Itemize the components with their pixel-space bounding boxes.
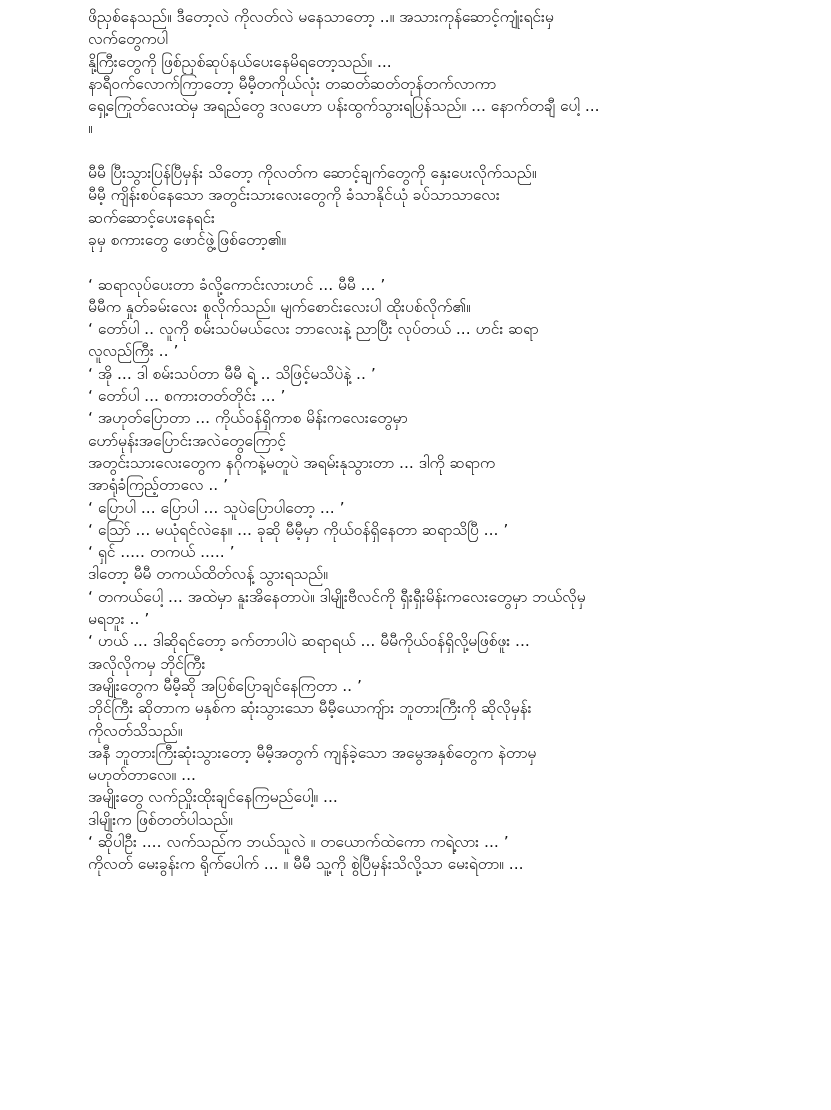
text-line: မရဘူး .. ’ bbox=[88, 610, 150, 629]
text-line: ဒါမျိုးက ဖြစ်တတ်ပါသည်။ bbox=[88, 810, 233, 829]
text-line: ကိုလတ် မေးခွန်းက ရိုက်ပေါက် ... ။ မီမီ သူ့ကို စွဲပြီမှန်းသိလို့သာ မေးရဲတာ။ ... bbox=[88, 855, 524, 874]
text-line: ။ bbox=[88, 119, 93, 138]
text-line: အာရုံခံကြည့်တာလေ .. ’ bbox=[88, 476, 229, 495]
text-line: ဒါတော့ မီမီ တကယ်ထိတ်လန့် သွားရသည်။ bbox=[88, 565, 328, 584]
text-line: ရှေ့ကြေုတ်လေးထဲမှ အရည်တွေ ဒလဟော ပန်းထွက်သွားရပြန်သည်။ ... နောက်တချီ ပေါ့ ... bbox=[88, 97, 600, 116]
text-line: ‘ ရှင် ..... တကယ် ..... ’ bbox=[88, 543, 235, 562]
paragraph-3 bbox=[88, 274, 818, 876]
text-line: ‘ ဆိုပါဦး .... လက်သည်က ဘယ်သူလဲ ။ တယောက်ထဲကော ကရဲ့လား ... ’ bbox=[88, 832, 509, 851]
text-line: ကိုလတ်သိသည်။ bbox=[88, 721, 183, 740]
paragraph-gap bbox=[88, 251, 818, 273]
text-line: ‘ သြော် ... မယုံရင်လဲနေ။ ... ခုဆို မီမီ့မှာ ကိုယ်ဝန်ရှိနေတာ ဆရာသိပြီ ... ’ bbox=[88, 520, 509, 539]
text-line: မီမီ ပြီးသွားပြန်ပြီမှန်း သိတော့ ကိုလတ်က ဆောင့်ချက်တွေကို နှေးပေးလိုက်သည်။ bbox=[88, 164, 537, 183]
text-line: ‘ ပြောပါ ... ပြောပါ ... သူပဲပြောပါတော့ ... ’ bbox=[88, 498, 345, 517]
text-line: နာရီဝက်လောက်ကြာတော့ မီမီ့တကိုယ်လုံး တဆတ်ဆတ်တုန်တက်လာကာ bbox=[88, 74, 497, 93]
text-line: ‘ အဟုတ်ပြောတာ ... ကိုယ်ဝန်ရှိကာစ မိန်းကလေးတွေမှာ bbox=[88, 409, 408, 428]
text-line: လက်တွေကပါ bbox=[88, 30, 168, 49]
document-page bbox=[88, 6, 818, 876]
paragraph-1 bbox=[88, 6, 818, 140]
text-line: ဘိုင်ကြီး ဆိုတာက မနှစ်က ဆုံးသွားသော မီမီ့ယောကျ်ား ဘူတားကြီးကို ဆိုလိုမှန်း bbox=[88, 699, 532, 718]
text-line: အမျိုးတွေက မီမီ့ဆို အပြစ်ပြောချင်နေကြတာ .. ’ bbox=[88, 676, 362, 695]
text-line: ‘ ဟယ် ... ဒါဆိုရင်တော့ ခက်တာပါပဲ ဆရာရယ် ... မီမီကိုယ်ဝန်ရှိလို့မဖြစ်ဖူး ... bbox=[88, 632, 530, 651]
text-line: မဟုတ်တာလေ။ ... bbox=[88, 766, 196, 785]
text-line: ဆက်ဆောင့်ပေးနေရင်း bbox=[88, 208, 215, 227]
text-line: ဖိညှစ်နေသည်။ ဒီတော့လဲ ကိုလတ်လဲ မနေသာတော့ ..။ အသားကုန်ဆောင့်ကျုံးရင်းမှ bbox=[88, 8, 554, 26]
text-line: နို့ကြီးတွေကို ဖြစ်ညှစ်ဆုပ်နယ်ပေးနေမိရတော့သည်။ ... bbox=[88, 52, 392, 71]
text-line: အလိုလိုကမှ ဘိုင်ကြီး bbox=[88, 654, 206, 673]
text-line: မီမီက နှုတ်ခမ်းလေး စူလိုက်သည်။ မျက်စောင်းလေးပါ ထိုးပစ်လိုက်၏။ bbox=[88, 297, 471, 316]
text-line: မီမီ့ ကျိန်းစပ်နေသော အတွင်းသားလေးတွေကို ခံသာနိုင်ယုံ ခပ်သာသာလေး bbox=[88, 186, 500, 205]
text-line: အတွင်းသားလေးတွေက နဂိုကနဲ့မတူပဲ အရမ်းနုသွားတာ ... ဒါကို ဆရာက bbox=[88, 453, 496, 472]
text-line: လူလည်ကြီး .. ’ bbox=[88, 342, 179, 361]
text-line: ‘ တကယ်ပေါ့ ... အထဲမှာ နူးအိနေတာပဲ။ ဒါမျိုးဗီလင်ကို ရှီးရှီးမိန်းကလေးတွေမှာ ဘယ်လိုမှ bbox=[88, 587, 586, 606]
paragraph-gap bbox=[88, 140, 818, 162]
text-line: ‘ အို ... ဒါ စမ်းသပ်တာ မီမီ ရဲ့ .. သိဖြင့်မသိပဲနဲ့ .. ’ bbox=[88, 364, 376, 383]
text-line: ဟော်မုန်းအပြောင်းအလဲတွေကြောင့် bbox=[88, 431, 286, 450]
text-line: ‘ တော်ပါ .. လူကို စမ်းသပ်မယ်လေး ဘာလေးနဲ့ ညာပြီး လုပ်တယ် ... ဟင်း ဆရာ bbox=[88, 320, 539, 339]
paragraph-2 bbox=[88, 162, 818, 251]
text-line: အမျိုးတွေ လက်ညှိုးထိုးချင်နေကြမည်ပေါ့။ ... bbox=[88, 788, 338, 807]
text-line: ‘ ဆရာလုပ်ပေးတာ ခံလို့ကောင်းလားဟင် ... မီမီ ... ’ bbox=[88, 275, 386, 294]
text-line: အနီ ဘူတားကြီးဆုံးသွားတော့ မီမီ့အတွက် ကျန်ခဲ့သော အမွေအနှစ်တွေက နဲတာမှ bbox=[88, 743, 537, 762]
text-line: ‘ တော်ပါ ... စကားတတ်တိုင်း ... ’ bbox=[88, 387, 286, 406]
text-line: ခုမှ စကားတွေ ဖောင်ဖွဲ့ဖြစ်တော့၏။ bbox=[88, 230, 287, 249]
